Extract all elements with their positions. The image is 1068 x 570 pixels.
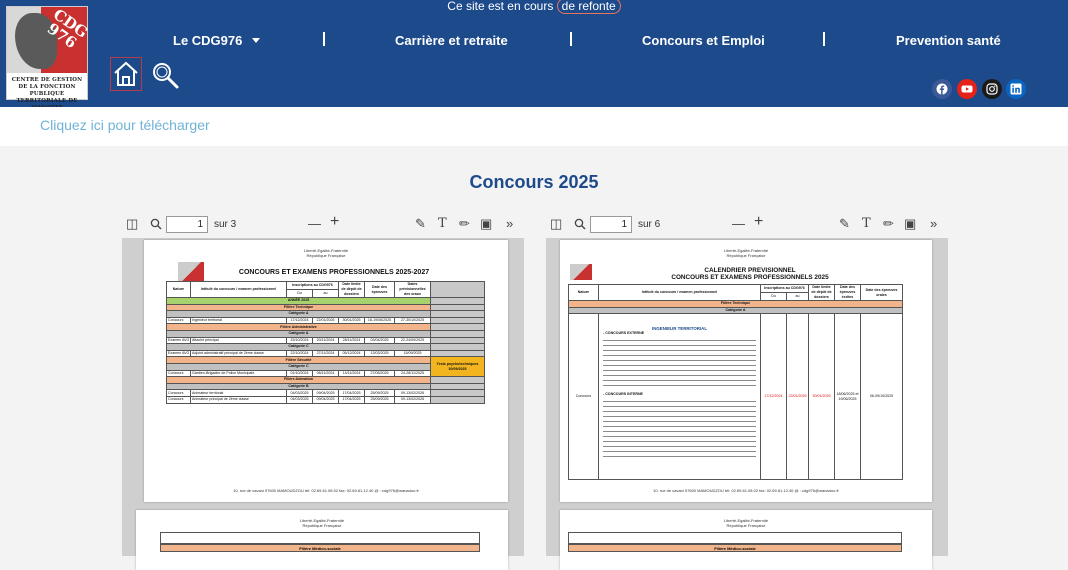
gray-column — [431, 337, 485, 344]
header-cell: Nature — [569, 285, 599, 301]
doc-title: CALENDRIER PREVISIONNEL — [704, 267, 796, 274]
table-cell: 15/09/2025 — [395, 350, 431, 357]
doc-logo — [178, 262, 204, 282]
gray-column — [431, 344, 485, 351]
category-row: Catégorie A — [167, 330, 431, 337]
header-cell: Nature — [167, 282, 191, 298]
table-row — [167, 344, 485, 351]
table-row — [167, 390, 485, 397]
gray-column — [431, 298, 485, 305]
draw-icon[interactable]: ✏ — [459, 216, 470, 231]
table-cell: 25/09/2025 — [365, 396, 395, 403]
gray-column — [431, 396, 485, 403]
header-cell: Du — [761, 293, 787, 301]
filiere-row: Filière Administrative — [167, 324, 431, 331]
logo-emblem — [7, 5, 92, 73]
doc-footer: 10, rue de cavani 97600 MAMOUDZOU tél: 02.69.61.08.02 fax: 02.69.61.12.40 @ : cdg976@wanadoo.fr — [653, 488, 839, 493]
doc-logo — [570, 264, 592, 280]
table-cell: Concours — [167, 396, 191, 403]
search-icon — [150, 60, 180, 90]
table-cell: Concours — [167, 370, 191, 377]
nav-separator — [570, 32, 572, 46]
date-cell: 30/01/2025 — [809, 314, 835, 480]
nav-carriere-retraite[interactable]: Carrière et retraite — [395, 33, 508, 48]
zoom-out-icon[interactable]: — — [732, 216, 745, 231]
download-band — [0, 107, 1068, 146]
sidebar-toggle-icon[interactable]: ◫ — [550, 216, 563, 231]
notice-highlight: de refonte — [557, 0, 621, 14]
filiere-row: Filière Sécurité — [167, 357, 431, 364]
year-row: ANNÉE 2025 — [167, 298, 431, 305]
table-cell: Concours — [167, 390, 191, 397]
pdf-page — [560, 510, 932, 570]
linkedin-link[interactable] — [1006, 79, 1026, 99]
table-row — [167, 357, 485, 364]
filiere-row: Filière Animation — [167, 377, 431, 384]
table-cell: Animateur principal de 2ème classe — [191, 396, 287, 403]
table-cell: 27-30/10/2025 — [395, 317, 431, 324]
filiere-band: Filière Médico-sociale — [568, 544, 902, 552]
find-icon[interactable] — [150, 218, 162, 230]
gray-column — [431, 350, 485, 357]
gray-column — [431, 311, 485, 318]
date-cell: 22/01/2025 — [787, 314, 809, 480]
pdf-page — [560, 240, 932, 502]
gray-column — [431, 390, 485, 397]
grade-title: INGENIEUR TERRITORIAL — [651, 326, 708, 332]
cdg976-logo[interactable] — [6, 5, 92, 104]
motto: Liberté-Egalité-Fraternité — [299, 518, 345, 523]
table-cell: 28/11/2024 — [339, 337, 365, 344]
site-header — [0, 0, 1068, 107]
header-cell: au — [313, 290, 339, 298]
category-row: Catégorie C — [167, 344, 431, 351]
header-cell: Date des épreuves — [365, 282, 395, 298]
pdf-toolbar — [546, 210, 948, 238]
table-row — [167, 337, 485, 344]
logo-letters: CDG 976 — [43, 5, 92, 53]
filiere-row: Filière Technique — [167, 304, 431, 311]
table-cell: 30/01/2025 — [339, 317, 365, 324]
facebook-link[interactable] — [932, 79, 952, 99]
youtube-icon — [961, 83, 973, 95]
zoom-out-icon[interactable]: — — [308, 216, 321, 231]
table-header-strip — [160, 532, 480, 544]
nav-separator — [823, 32, 825, 46]
header-cell: Date limite de dépôt de dossiers — [809, 285, 835, 301]
page-total: sur 6 — [638, 219, 661, 230]
description-lines — [603, 399, 756, 459]
facebook-icon — [936, 83, 948, 95]
nav-le-cdg976[interactable] — [173, 33, 260, 48]
find-icon[interactable] — [574, 218, 586, 230]
table-cell: 15/10/2024 — [287, 337, 313, 344]
header-cell: au — [787, 293, 809, 301]
pdf-toolbar — [122, 210, 524, 238]
table-cell: 09/04/2025 — [313, 396, 339, 403]
notice-text: Ce site est en cours — [447, 0, 557, 13]
date-cell: 06-09/10/2025 — [861, 314, 903, 480]
republic: République Française — [306, 253, 346, 258]
draw-icon[interactable]: ✏ — [883, 216, 894, 231]
table-cell: Ingénieur territorial — [191, 317, 287, 324]
motto: Liberté-Egalité-Fraternité — [723, 248, 769, 253]
logo-subtitle: CENTRE DE GESTION DE LA FONCTION PUBLIQUE TERRITORIALE DE — [11, 77, 83, 104]
motto: Liberté-Egalité-Fraternité — [723, 518, 769, 523]
table-cell: 04/03/2025 — [287, 396, 313, 403]
more-tools-icon[interactable]: » — [506, 216, 514, 231]
date-cell: 18/06/2025 et 19/06/2025 — [835, 314, 861, 480]
category-row: Catégorie B — [167, 383, 431, 390]
table-row — [167, 324, 485, 331]
page-number-input[interactable]: 1 — [166, 216, 208, 233]
linkedin-icon — [1010, 83, 1022, 95]
pdf-document-area[interactable] — [546, 238, 948, 556]
table-cell: Examen AVG — [168, 351, 190, 356]
table-row — [167, 298, 485, 305]
search-button[interactable] — [150, 60, 180, 90]
table-cell: 13/03/2025 — [365, 350, 395, 357]
table-cell: 03/04/2025 — [365, 337, 395, 344]
header-cell: Inscriptions au CDG976 — [287, 282, 339, 290]
table-cell: 22-24/09/2025 — [395, 337, 431, 344]
table-cell: 25/09/2025 — [365, 390, 395, 397]
header-cell: Du — [287, 290, 313, 298]
more-tools-icon[interactable]: » — [930, 216, 938, 231]
table-cell: 20/11/2024 — [313, 337, 339, 344]
highlight-icon[interactable]: ✎ — [839, 216, 850, 231]
zoom-in-icon[interactable]: + — [754, 213, 764, 230]
text-icon[interactable]: T — [862, 216, 871, 231]
nav-prevention-sante[interactable]: Prevention santé — [896, 33, 1001, 48]
table-cell: 05/12/2024 — [339, 350, 365, 357]
table-row — [167, 330, 485, 337]
pdf-viewer-1 — [122, 210, 524, 556]
page-number-input[interactable]: 1 — [590, 216, 632, 233]
table-cell: Attaché principal — [191, 337, 287, 344]
gray-column — [431, 383, 485, 390]
home-button[interactable] — [110, 57, 142, 91]
table-cell: 27/05/2025 — [365, 370, 395, 377]
image-icon[interactable]: ▣ — [480, 216, 493, 231]
gray-column — [431, 330, 485, 337]
table-header-strip — [568, 532, 902, 544]
table-cell: 17/04/2025 — [339, 396, 365, 403]
header-cell: Date des épreuves orales — [861, 285, 903, 301]
table-cell: 27/11/2024 — [313, 350, 339, 357]
description-label: - CONCOURS INTERNE — [603, 392, 643, 397]
category-row: Catégorie C — [167, 363, 431, 370]
nature-cell: Concours — [569, 314, 599, 480]
date-cell: 17/12/2024 — [761, 314, 787, 480]
republic: République Française — [302, 523, 342, 528]
download-link[interactable]: Cliquez ici pour télécharger — [40, 117, 210, 133]
description-label: - CONCOURS EXTERNE — [603, 331, 645, 336]
instagram-link[interactable] — [982, 79, 1002, 99]
highlight-icon[interactable]: ✎ — [415, 216, 426, 231]
pdf-document-area[interactable] — [122, 238, 524, 556]
home-icon — [111, 58, 141, 90]
gray-column — [431, 304, 485, 311]
redesign-notice — [0, 0, 1068, 13]
image-icon[interactable]: ▣ — [904, 216, 917, 231]
table-row — [167, 350, 485, 357]
table-row — [167, 396, 485, 403]
description-lines — [603, 338, 756, 388]
table-cell: 22/01/2025 — [313, 317, 339, 324]
gray-column — [431, 324, 485, 331]
table-cell: 01/10/2024 — [287, 370, 313, 377]
text-icon[interactable]: T — [438, 216, 447, 231]
table-cell: 17/04/2025 — [339, 390, 365, 397]
table-cell: Animateur territorial — [191, 390, 287, 397]
nav-label: Le CDG976 — [173, 33, 243, 48]
header-cell: Date limite de dépôt de dossiers — [339, 282, 365, 298]
table-cell: 14/11/2024 — [339, 370, 365, 377]
zoom-in-icon[interactable]: + — [330, 213, 340, 230]
table-cell: Gardien-Brigadier de Police Municipale — [191, 370, 287, 377]
motto: Liberté-Egalité-Fraternité — [303, 248, 349, 253]
pdf-viewer-2 — [546, 210, 948, 556]
table-cell: Concours — [167, 317, 191, 324]
gray-column — [431, 377, 485, 384]
concours-table — [166, 281, 485, 404]
header-cell: Date des épreuves écrites — [835, 285, 861, 301]
pdf-page — [136, 510, 508, 570]
page-total: sur 3 — [214, 219, 237, 230]
category-row: Catégorie A — [569, 307, 903, 314]
table-cell: 18-19/06/2025 — [365, 317, 395, 324]
table-cell: Examen AVG — [168, 337, 190, 342]
pdf-page — [144, 240, 508, 502]
table-row — [167, 304, 485, 311]
table-cell: 24-28/11/2025 — [395, 370, 431, 377]
nav-concours-emploi[interactable]: Concours et Emploi — [642, 33, 765, 48]
header-cell: Intitulé du concours / examen professionnel — [599, 285, 761, 301]
calendar-table — [568, 284, 903, 480]
chevron-down-icon — [252, 38, 260, 43]
table-row — [167, 311, 485, 318]
table-cell: 09-13/02/2026 — [395, 396, 431, 403]
republic: République Française — [726, 523, 766, 528]
doc-footer: 10, rue de cavani 97600 MAMOUDZOU tél: 02.69.61.08.02 fax: 02.69.61.12.40 @ : cdg976@wanadoo.fr — [233, 488, 419, 493]
table-cell: 09-13/02/2026 — [395, 390, 431, 397]
header-cell: Inscriptions au CDG976 — [761, 285, 809, 293]
table-cell: 17/12/2024 — [287, 317, 313, 324]
filiere-row: Filière Technique — [569, 301, 903, 308]
table-row — [167, 377, 485, 384]
youtube-link[interactable] — [957, 79, 977, 99]
description-cell — [599, 314, 761, 480]
table-row — [167, 383, 485, 390]
republic: République Française — [726, 253, 766, 258]
header-cell: Intitulé du concours / examen professionnel — [191, 282, 287, 298]
gray-column — [431, 317, 485, 324]
nav-separator — [323, 32, 325, 46]
tests-note: Tests psychotechniques 30/09/2025 — [431, 357, 485, 377]
table-cell: 04/03/2025 — [287, 390, 313, 397]
table-cell: Adjoint administratif principal de 2ème classe — [191, 350, 287, 357]
doc-subtitle: CONCOURS ET EXAMENS PROFESSIONNELS 2025 — [671, 274, 829, 281]
header-cell: Dates prévisionnelles des oraux — [395, 282, 431, 298]
table-row — [167, 317, 485, 324]
sidebar-toggle-icon[interactable]: ◫ — [126, 216, 139, 231]
filiere-band: Filière Médico-sociale — [160, 544, 480, 552]
section-title: Concours 2025 — [469, 172, 599, 192]
table-cell: 09/04/2025 — [313, 390, 339, 397]
doc-title: CONCOURS ET EXAMENS PROFESSIONNELS 2025-2027 — [238, 269, 430, 276]
category-row: Catégorie A — [167, 311, 431, 318]
gray-column — [431, 282, 485, 298]
instagram-icon — [986, 83, 998, 95]
table-cell: 06/11/2024 — [313, 370, 339, 377]
table-cell: 22/10/2024 — [287, 350, 313, 357]
